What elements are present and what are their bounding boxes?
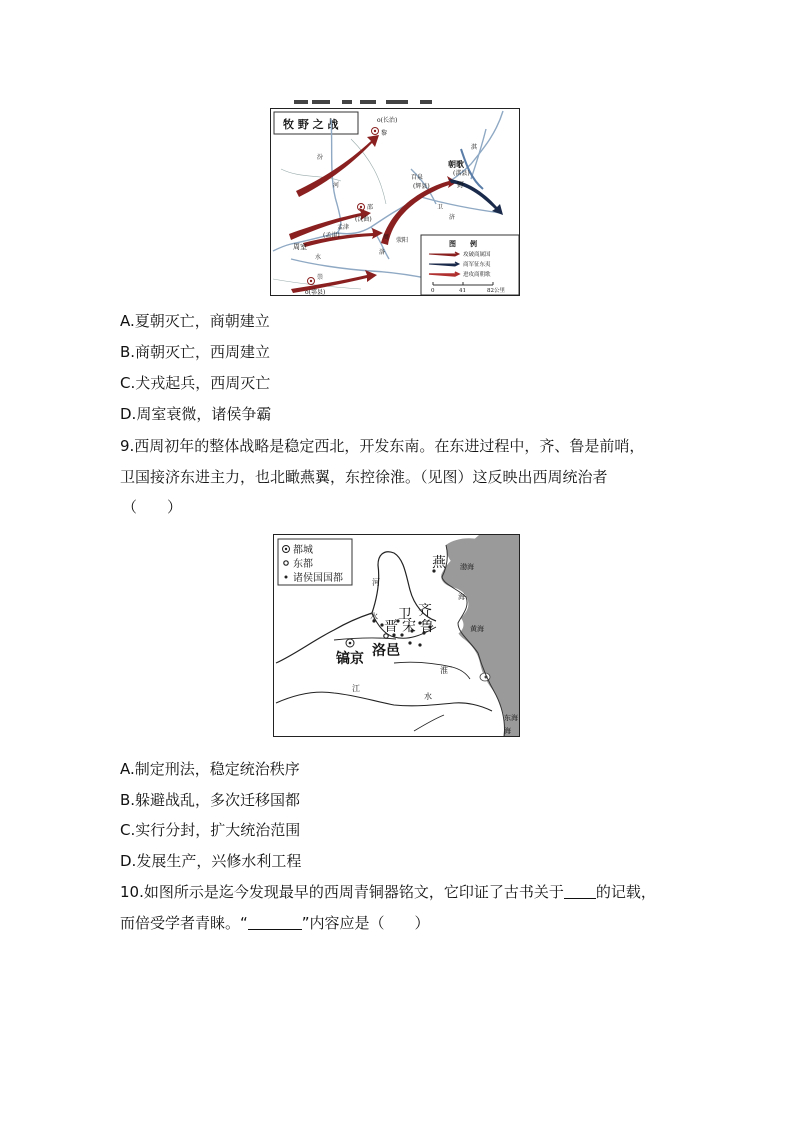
river-qi: 淇 [471,144,478,151]
label-sea-char: 海 [504,727,511,735]
q10-line2-text-b: ”内容应是（ ） [301,914,430,932]
label-jin: 晋 [384,619,398,635]
map2-legend-capital: 都城 [293,545,313,556]
place-mengzhou: (孟津) [323,232,340,239]
label-shui-2: 水 [424,692,432,701]
label-haojing: 镐京 [336,651,364,667]
q9-stem-line2: 卫国接济东进主力，也北瞰燕翼，东控徐淮。（见图）这反映出西周统治者 [120,468,608,486]
muye-battle-map [270,108,520,296]
q10-line2-text-a: 而倍受学者青睐。“ [120,914,248,932]
q9-option-c[interactable]: C.实行分封，扩大统治范围 [120,821,301,839]
place-chong: 崇 [317,274,324,281]
label-jiang: 江 [352,684,360,693]
label-huai: 淮 [440,666,448,675]
place-zhou: 周 [383,234,390,241]
q10-blank-1[interactable] [564,882,596,899]
river-wei: 卫 [437,204,444,211]
scale-0: 0 [431,288,435,294]
place-baiquan: 百泉 [411,174,424,181]
place-changzhi: o(长治) [377,117,398,124]
q10-line1-text-a: 10.如图所示是迄今发现最早的西周青铜器铭文，它印证了古书关于 [120,883,564,901]
place-shao: 邵 [367,204,374,211]
label-wei: 卫 [398,607,412,623]
map1-title: 牧 野 之 战 [283,118,339,131]
scale-41: 41 [459,288,466,294]
label-lu: 鲁 [420,619,434,635]
map2-legend-vassal-capital: 诸侯国国都 [293,573,343,584]
q8-option-d[interactable]: D.周室衰微，诸侯争霸 [120,405,272,423]
q10-stem-line1 [120,882,656,902]
q9-option-b[interactable]: B.躲避战乱，多次迁移国都 [120,791,301,809]
place-li: 黎 [381,130,388,137]
place-rongyang: 荥阳 [396,237,409,244]
q9-option-d[interactable]: D.发展生产，兴修水利工程 [120,852,302,870]
map2-legend-east-capital: 东都 [293,559,313,570]
label-luoyi: 洛邑 [372,643,400,659]
q10-stem-line2 [120,913,430,933]
legend-title: 图 例 [449,239,477,248]
q9-option-a[interactable]: A.制定刑法，稳定统治秩序 [120,760,300,778]
label-yan: 燕 [432,555,446,571]
label-song: 宋 [402,619,416,635]
river-he: 河 [333,182,340,189]
label-bohai: 渤海 [460,563,474,571]
label-hai: 海 [458,593,465,601]
legend-item-3: 进攻商朝歌 [463,272,491,278]
label-he: 河 [372,578,380,587]
place-zhoushi: 周室 [293,243,307,251]
label-donghai: 东海 [504,714,518,722]
place-feng: o(鄠县) [305,289,326,296]
scale-82: 82公里 [487,288,505,294]
q9-stem-line1: 9.西周初年的整体战略是稳定西北，开发东南。在东进过程中，齐、鲁是前哨， [120,437,645,455]
q8-option-b[interactable]: B.商朝灭亡，西周建立 [120,343,271,361]
river-luo: 洛 [379,249,386,256]
label-shui: 水 [370,612,378,621]
legend-item-1: 攻破商属国 [463,252,491,258]
q8-option-a[interactable]: A.夏朝灭亡，商朝建立 [120,312,270,330]
river-ji: 济 [449,214,456,221]
label-huanghai: 黄海 [470,625,484,633]
q9-answer-paren: （ ） [122,498,183,516]
q8-option-c[interactable]: C.犬戎起兵，西周灭亡 [120,374,271,392]
place-qixian: (淇县) [453,170,470,177]
cropped-caption-remnant [290,92,450,104]
q10-line1-text-b: 的记载， [595,883,656,901]
q10-blank-2[interactable] [248,913,302,930]
place-huixian: (辉县) [413,183,430,190]
place-mengjin: 孟津 [337,224,350,231]
place-yuanqu: (沅曲) [355,216,372,223]
legend-item-2: 商军征东夷 [463,262,491,268]
place-zhaoge: 朝歌 [448,159,464,169]
label-qi: 齐 [418,603,432,619]
place-ye: 野 [457,181,464,189]
river-fen: 汾 [317,154,324,161]
river-shui: 水 [315,254,322,261]
western-zhou-fiefs-map [273,534,520,737]
